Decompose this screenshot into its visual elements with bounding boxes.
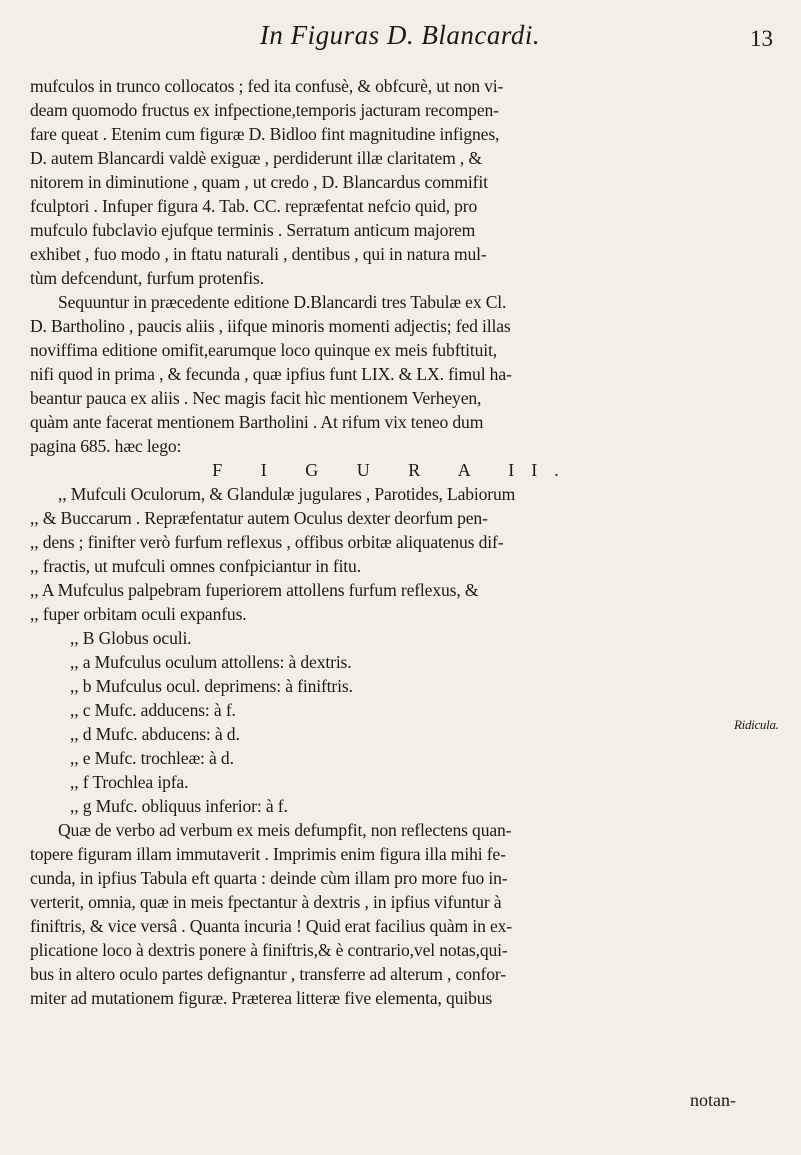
text-line: nitorem in diminutione , quam , ut credo , D. Blancardus commifit xyxy=(30,172,488,192)
quote-line: ,, fractis, ut mufculi omnes confpiciantur in fitu. xyxy=(30,556,361,576)
text-line: mufculo fubclavio ejufque terminis . Serratum anticum majorem xyxy=(30,220,476,240)
quote-line: ,, & Buccarum . Repræfentatur autem Oculus dexter deorfum pen- xyxy=(30,508,488,528)
text-line: Quæ de verbo ad verbum ex meis defumpfit, non reflectens quan- xyxy=(58,820,512,840)
quote-line: ,, dens ; finifter verò furfum reflexus , offibus orbitæ aliquatenus dif- xyxy=(30,532,504,552)
quote-line: ,, Mufculi Oculorum, & Glandulæ jugulares , Parotides, Labiorum xyxy=(58,484,516,504)
legend-line: ,, g Mufc. obliquus inferior: à f. xyxy=(70,796,288,816)
quote-line: ,, A Mufculus palpebram fuperiorem attollens furfum reflexus, & xyxy=(30,580,479,600)
legend-line: ,, b Mufculus ocul. deprimens: à finiftris. xyxy=(70,676,353,696)
legend-line: ,, d Mufc. abducens: à d. xyxy=(70,724,240,744)
catchword: notan- xyxy=(690,1090,736,1110)
text-line: bus in altero oculo partes defignantur , transferre ad alterum , confor- xyxy=(30,964,506,984)
text-line: mufculos in trunco collocatos ; fed ita confusè, & obfcurè, ut non vi- xyxy=(30,76,504,96)
text-line: miter ad mutationem figuræ. Præterea litteræ five elementa, quibus xyxy=(30,988,493,1008)
section-heading: F I G U R A II. xyxy=(212,460,576,480)
text-line: D. autem Blancardi valdè exiguæ , perdiderunt illæ claritatem , & xyxy=(30,148,482,168)
text-line: beantur pauca ex aliis . Nec magis facit hìc mentionem Verheyen, xyxy=(30,388,482,408)
legend-line: ,, e Mufc. trochleæ: à d. xyxy=(70,748,234,768)
text-line: Sequuntur in præcedente editione D.Blancardi tres Tabulæ ex Cl. xyxy=(58,292,507,312)
text-line: quàm ante facerat mentionem Bartholini . At rifum vix teneo dum xyxy=(30,412,484,432)
text-line: noviffima editione omifit,earumque loco quinque ex meis fubftituit, xyxy=(30,340,497,360)
text-line: cunda, in ipfius Tabula eft quarta : deinde cùm illam pro more fuo in- xyxy=(30,868,508,888)
running-head: In Figuras D. Blancardi. xyxy=(259,20,541,50)
text-line: deam quomodo fructus ex infpectione,temporis jacturam recompen- xyxy=(30,100,499,120)
legend-line: ,, B Globus oculi. xyxy=(70,628,192,648)
text-line: fculptori . Infuper figura 4. Tab. CC. repræfentat nefcio quid, pro xyxy=(30,196,478,216)
text-line: tùm defcendunt, furfum protenfis. xyxy=(30,268,264,288)
page-number: 13 xyxy=(750,26,773,51)
text-line: topere figuram illam immutaverit . Imprimis enim figura illa mihi fe- xyxy=(30,844,506,864)
text-line: exhibet , fuo modo , in ftatu naturali , dentibus , qui in natura mul- xyxy=(30,244,487,264)
legend-line: ,, a Mufculus oculum attollens: à dextris. xyxy=(70,652,352,672)
text-line: fare queat . Etenim cum figuræ D. Bidloo fint magnitudine infignes, xyxy=(30,124,500,144)
legend-line: ,, f Trochlea ipfa. xyxy=(70,772,189,792)
text-line: pagina 685. hæc lego: xyxy=(30,436,182,456)
page-header xyxy=(0,14,801,54)
text-line: D. Bartholino , paucis aliis , iifque minoris momenti adjectis; fed illas xyxy=(30,316,511,336)
body-text xyxy=(30,74,748,1010)
text-line: verterit, omnia, quæ in meis fpectantur à dextris , in ipfius vifuntur à xyxy=(30,892,502,912)
text-line: finiftris, & vice versâ . Quanta incuria ! Quid erat facilius quàm in ex- xyxy=(30,916,512,936)
text-line: nifi quod in prima , & fecunda , quæ ipfius funt LIX. & LX. fimul ha- xyxy=(30,364,512,384)
margin-note: Ridicula. xyxy=(734,717,779,732)
legend-line: ,, c Mufc. adducens: à f. xyxy=(70,700,236,720)
quote-line: ,, fuper orbitam oculi expanfus. xyxy=(30,604,247,624)
text-line: plicatione loco à dextris ponere à finiftris,& è contrario,vel notas,qui- xyxy=(30,940,508,960)
